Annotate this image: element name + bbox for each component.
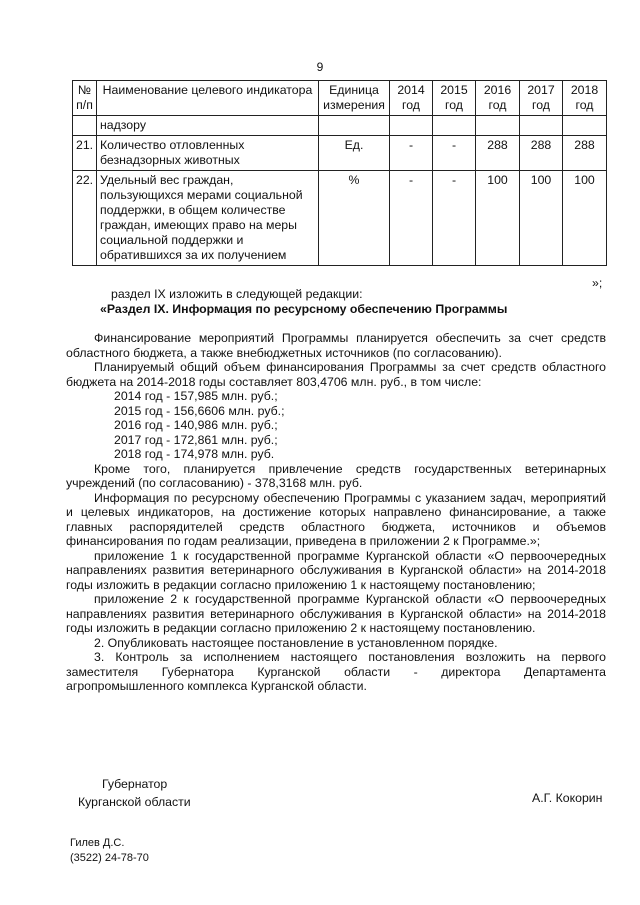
paragraph-financing: Финансирование мероприятий Программы планируется обеспечить за счет средств областного бюджета, а также внебюджетных источников (по согласованию). [66,331,606,360]
row-value-2014: - [390,136,433,171]
row-value-2017: 100 [520,171,563,266]
intro-line: раздел IX изложить в следующей редакции: [111,287,363,301]
header-unit: Единица измерения [319,81,390,116]
row-value-2018: 288 [563,136,607,171]
year-line-2018: 2018 год - 174,978 млн. руб. [114,447,275,461]
section-heading: «Раздел IX. Информация по ресурсному обеспечению Программы [100,301,508,316]
executor-info [70,836,149,866]
row-name: Удельный вес граждан, пользующихся мерами социальной поддержки, в общем количестве граждан, имеющих право на меры социальной поддержки и обратившихся за их получением [97,171,319,266]
year-line-2016: 2016 год - 140,986 млн. руб.; [114,418,278,432]
paragraph-additional: Кроме того, планируется привлечение средств государственных ветеринарных учреждений (по согласованию) - 378,3168 млн. руб. [66,461,606,490]
table-row-continuation [73,116,607,136]
signatory-name: А.Г. Кокорин [532,791,603,805]
paragraph-total-volume: Планируемый общий объем финансирования Программы за счет средств областного бюджета на 2014-2018 годы составляет 803,4706 млн. руб., в том числе: [66,360,606,389]
document-body [66,287,606,694]
signatory-title-line1: Губернатор [102,777,168,791]
row-value-2016: 100 [476,171,520,266]
header-name: Наименование целевого индикатора [97,81,319,116]
row-unit: Ед. [319,136,390,171]
row-value-2015: - [433,171,476,266]
continuation-text: надзору [97,116,319,136]
executor-name: Гилев Д.С. [70,837,125,849]
header-num: № п/п [73,81,97,116]
indicators-table [72,80,607,266]
row-num: 22. [73,171,97,266]
paragraph-control: 3. Контроль за исполнением настоящего постановления возложить на первого заместителя Губернатора Курганской области - директора Департамента агропромышленного комплекса Курганской области. [66,650,606,693]
paragraph-publish: 2. Опубликовать настоящее постановление в установленном порядке. [94,635,498,650]
row-value-2014: - [390,171,433,266]
table-header-row [73,81,607,116]
paragraph-appendix-2: приложение 2 к государственной программе Курганской области «О первоочередных направлениях развития ветеринарного обслуживания в Курганской области» на 2014-2018 годы изложить в редакции согласно приложению 2 к настоящему постановлению. [66,592,606,635]
row-value-2015: - [433,136,476,171]
row-value-2018: 100 [563,171,607,266]
row-value-2016: 288 [476,136,520,171]
header-2014: 2014 год [390,81,433,116]
row-name: Количество отловленных безнадзорных животных [97,136,319,171]
row-num: 21. [73,136,97,171]
row-unit: % [319,171,390,266]
signatory-title [78,775,191,811]
paragraph-appendix-1: приложение 1 к государственной программе Курганской области «О первоочередных направлениях развития ветеринарного обслуживания в Курганской области» на 2014-2018 годы изложить в редакции согласно приложению 1 к настоящему постановлению; [66,548,606,592]
header-2015: 2015 год [433,81,476,116]
year-line-2014: 2014 год - 157,985 млн. руб.; [114,389,278,403]
page-number: 9 [316,60,324,74]
signatory-title-line2: Курганской области [78,795,191,809]
paragraph-resource-info: Информация по ресурсному обеспечению Программы с указанием задач, мероприятий и целевых индикаторов, на достижение которых направлено финансирование, а также главных распорядителей средств областного бюджета, источников и объемов финансирования по годам реализации, приведена в приложении 2 к Программе.»; [66,490,606,548]
header-2018: 2018 год [563,81,607,116]
table-row [73,136,607,171]
year-line-2017: 2017 год - 172,861 млн. руб.; [114,432,278,447]
table-closing-quote: »; [592,276,603,290]
row-value-2017: 288 [520,136,563,171]
executor-phone: (3522) 24-78-70 [70,852,149,864]
year-line-2015: 2015 год - 156,6606 млн. руб.; [114,403,285,418]
header-2017: 2017 год [520,81,563,116]
table-row [73,171,607,266]
header-2016: 2016 год [476,81,520,116]
